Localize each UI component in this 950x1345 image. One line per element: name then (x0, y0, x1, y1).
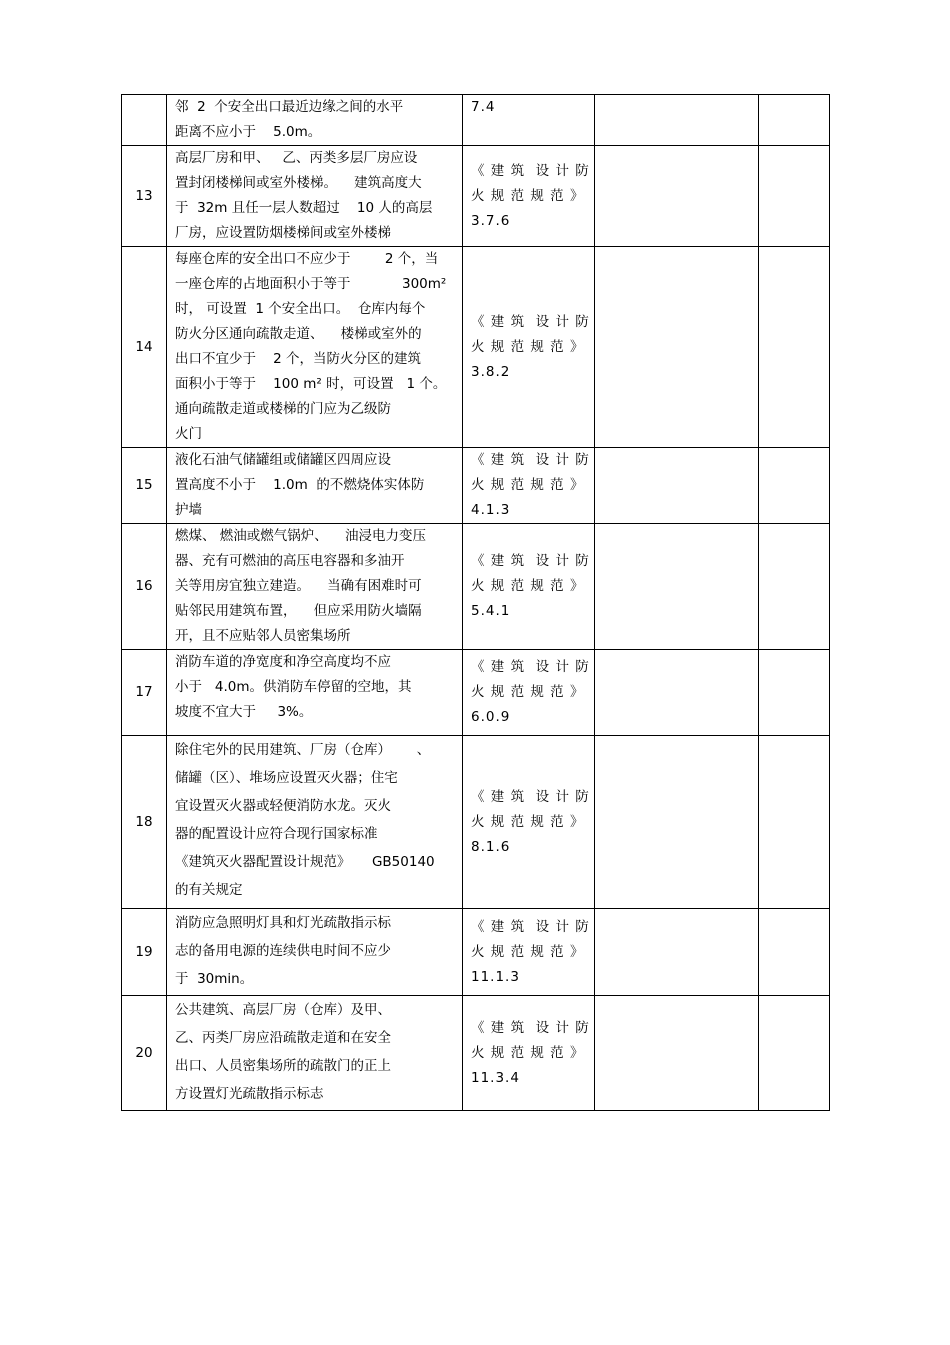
requirement-line: 开，且不应贴邻人员密集场所 (175, 628, 351, 644)
requirement-line: 一座仓库的占地面积小于等于 300m² (175, 276, 447, 292)
requirement-line: 《建筑灭火器配置设计规范》 GB50140 (175, 854, 435, 870)
reference-basis (463, 736, 595, 909)
fire-safety-checklist-table (121, 94, 830, 1111)
reference-line: 4.1.3 (471, 502, 511, 518)
reference-line: 火 规 范 规 范 》 (471, 477, 585, 493)
reference-basis (463, 650, 595, 736)
requirement-line: 的有关规定 (175, 882, 243, 898)
requirement-line: 火门 (175, 426, 202, 442)
requirement-text (167, 448, 463, 524)
reference-basis (463, 524, 595, 650)
check-result-cell (595, 247, 759, 448)
requirement-line: 志的备用电源的连续供电时间不应少 (175, 943, 391, 959)
reference-line: 火 规 范 规 范 》 (471, 684, 585, 700)
requirement-line: 液化石油气储罐组或储罐区四周应设 (175, 452, 391, 468)
reference-line: 5.4.1 (471, 603, 511, 619)
reference-line: 火 规 范 规 范 》 (471, 813, 585, 830)
requirement-line: 出口不宜少于 2 个，当防火分区的建筑 (175, 351, 422, 367)
requirement-line: 于 30min。 (175, 971, 254, 987)
reference-basis (463, 95, 595, 146)
remarks-cell (759, 996, 830, 1111)
remarks-cell (759, 650, 830, 736)
requirement-line: 高层厂房和甲、 乙、丙类多层厂房应设 (175, 150, 418, 166)
remarks-cell (759, 524, 830, 650)
table-row (122, 736, 830, 909)
reference-line: 《 建 筑 设 计 防 (471, 313, 590, 330)
requirement-line: 乙、丙类厂房应沿疏散走道和在安全 (175, 1030, 391, 1046)
reference-line: 3.8.2 (471, 363, 511, 380)
item-number: 18 (122, 736, 167, 909)
requirement-line: 厂房，应设置防烟楼梯间或室外楼梯 (175, 225, 391, 241)
check-result-cell (595, 448, 759, 524)
requirement-text (167, 736, 463, 909)
table-row (122, 247, 830, 448)
requirement-text (167, 146, 463, 247)
reference-line: 火 规 范 规 范 》 (471, 943, 585, 960)
remarks-cell (759, 736, 830, 909)
requirement-line: 坡度不宜大于 3%。 (175, 704, 313, 720)
item-number: 13 (122, 146, 167, 247)
requirement-text (167, 247, 463, 448)
item-number: 20 (122, 996, 167, 1111)
requirement-line: 护墙 (175, 502, 202, 518)
reference-line: 火 规 范 规 范 》 (471, 187, 585, 204)
requirement-text (167, 650, 463, 736)
reference-line: 7.4 (471, 99, 496, 115)
reference-line: 8.1.6 (471, 838, 511, 855)
reference-line: 《 建 筑 设 计 防 (471, 788, 590, 805)
reference-line: 《 建 筑 设 计 防 (471, 452, 590, 468)
check-result-cell (595, 650, 759, 736)
requirement-line: 消防车道的净宽度和净空高度均不应 (175, 654, 391, 670)
item-number: 17 (122, 650, 167, 736)
check-result-cell (595, 95, 759, 146)
table-row (122, 996, 830, 1111)
requirement-line: 宜设置灭火器或轻便消防水龙。灭火 (175, 798, 391, 814)
table-body (122, 95, 830, 1111)
requirement-line: 公共建筑、高层厂房（仓库）及甲、 (175, 1002, 391, 1018)
item-number: 15 (122, 448, 167, 524)
remarks-cell (759, 95, 830, 146)
reference-line: 《 建 筑 设 计 防 (471, 553, 590, 569)
remarks-cell (759, 146, 830, 247)
requirement-line: 时， 可设置 1 个安全出口。 仓库内每个 (175, 301, 426, 317)
requirement-line: 置高度不小于 1.0m 的不燃烧体实体防 (175, 477, 425, 493)
reference-basis (463, 146, 595, 247)
requirement-line: 出口、人员密集场所的疏散门的正上 (175, 1058, 391, 1074)
item-number: 16 (122, 524, 167, 650)
reference-line: 火 规 范 规 范 》 (471, 578, 585, 594)
check-result-cell (595, 736, 759, 909)
requirement-line: 每座仓库的安全出口不应少于 2 个，当 (175, 251, 439, 267)
table-row (122, 95, 830, 146)
requirement-line: 关等用房宜独立建造。 当确有困难时可 (175, 578, 422, 594)
remarks-cell (759, 247, 830, 448)
table-row (122, 909, 830, 996)
reference-basis (463, 996, 595, 1111)
reference-line: 6.0.9 (471, 709, 511, 725)
requirement-line: 贴邻民用建筑布置， 但应采用防火墙隔 (175, 603, 422, 619)
requirement-text (167, 909, 463, 996)
item-number: 19 (122, 909, 167, 996)
requirement-line: 防火分区通向疏散走道、 楼梯或室外的 (175, 326, 422, 342)
reference-line: 11.1.3 (471, 968, 520, 985)
table-row (122, 524, 830, 650)
requirement-text (167, 996, 463, 1111)
remarks-cell (759, 448, 830, 524)
table-row (122, 146, 830, 247)
requirement-line: 燃煤、 燃油或燃气锅炉、 油浸电力变压 (175, 528, 426, 544)
requirement-line: 器、充有可燃油的高压电容器和多油开 (175, 553, 405, 569)
requirement-text (167, 95, 463, 146)
item-number (122, 95, 167, 146)
reference-line: 火 规 范 规 范 》 (471, 1044, 585, 1061)
requirement-line: 方设置灯光疏散指示标志 (175, 1086, 324, 1102)
requirement-line: 面积小于等于 100 m² 时，可设置 1 个。 (175, 376, 447, 392)
requirement-text (167, 524, 463, 650)
reference-line: 《 建 筑 设 计 防 (471, 162, 590, 179)
requirement-line: 消防应急照明灯具和灯光疏散指示标 (175, 915, 391, 931)
requirement-line: 距离不应小于 5.0m。 (175, 124, 322, 140)
remarks-cell (759, 909, 830, 996)
item-number: 14 (122, 247, 167, 448)
requirement-line: 储罐（区）、堆场应设置灭火器；住宅 (175, 770, 398, 786)
requirement-line: 置封闭楼梯间或室外楼梯。 建筑高度大 (175, 175, 422, 191)
requirement-line: 器的配置设计应符合现行国家标准 (175, 826, 378, 842)
table-row (122, 448, 830, 524)
reference-basis (463, 448, 595, 524)
check-result-cell (595, 524, 759, 650)
requirement-line: 邻 2 个安全出口最近边缘之间的水平 (175, 99, 404, 115)
reference-line: 《 建 筑 设 计 防 (471, 659, 590, 675)
reference-line: 11.3.4 (471, 1069, 520, 1086)
requirement-line: 除住宅外的民用建筑、厂房（仓库） 、 (175, 742, 431, 758)
reference-line: 火 规 范 规 范 》 (471, 338, 585, 355)
check-result-cell (595, 996, 759, 1111)
check-result-cell (595, 146, 759, 247)
reference-line: 3.7.6 (471, 212, 511, 229)
reference-line: 《 建 筑 设 计 防 (471, 918, 590, 935)
reference-basis (463, 247, 595, 448)
table-row (122, 650, 830, 736)
requirement-line: 通向疏散走道或楼梯的门应为乙级防 (175, 401, 391, 417)
reference-line: 《 建 筑 设 计 防 (471, 1019, 590, 1036)
reference-basis (463, 909, 595, 996)
requirement-line: 小于 4.0m。供消防车停留的空地，其 (175, 679, 412, 695)
check-result-cell (595, 909, 759, 996)
requirement-line: 于 32m 且任一层人数超过 10 人的高层 (175, 200, 433, 216)
